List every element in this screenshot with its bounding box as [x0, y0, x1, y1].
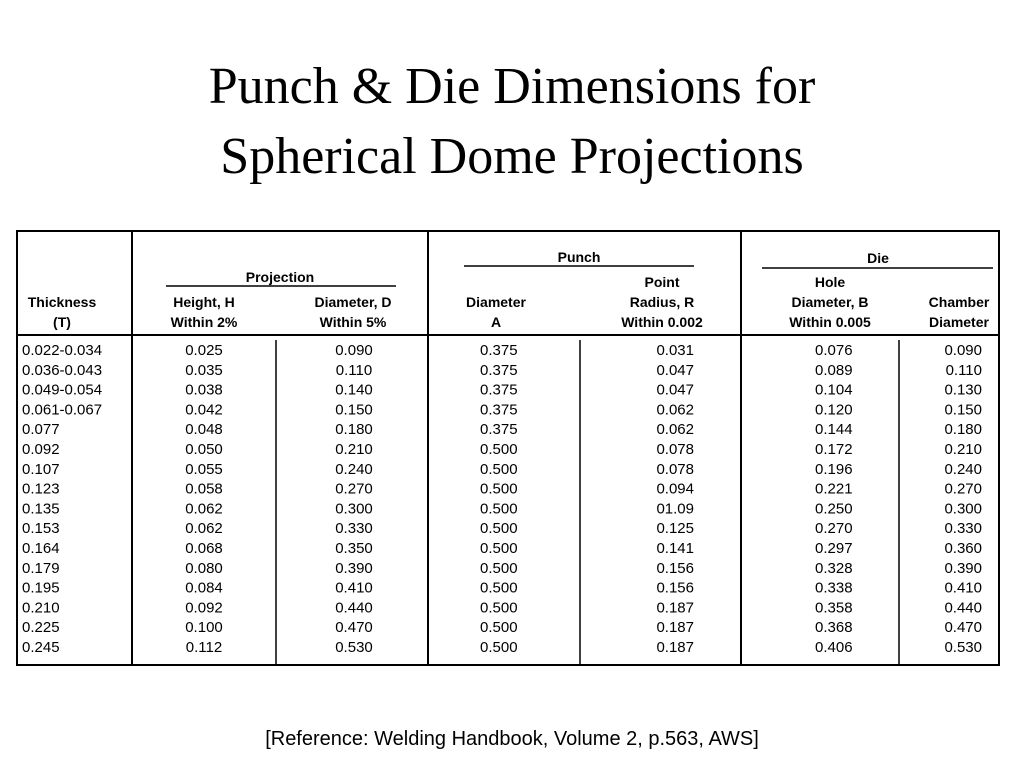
cell-punch-diameter: 0.500 [480, 639, 518, 656]
cell-punch-diameter: 0.500 [480, 619, 518, 637]
column-header-hole-diameter: Diameter, B [791, 294, 869, 310]
table-body [22, 342, 982, 656]
cell-thickness: 0.153 [22, 520, 60, 538]
cell-hole-diameter: 0.297 [815, 540, 853, 557]
reference-note: [Reference: Welding Handbook, Volume 2, p.563, AWS] [265, 728, 759, 750]
cell-chamber-diameter: 0.090 [944, 342, 982, 359]
cell-chamber-diameter: 0.150 [944, 401, 982, 419]
cell-thickness: 0.210 [22, 599, 60, 617]
cell-height: 0.112 [185, 639, 223, 656]
cell-thickness: 0.123 [22, 480, 60, 498]
column-header-thickness: (T) [53, 314, 71, 330]
table-row [22, 362, 982, 379]
cell-point-radius: 0.141 [656, 540, 694, 557]
dimensions-table-graphic [18, 232, 998, 664]
column-header-punch-diameter: Diameter [466, 294, 526, 310]
column-header-chamber-diameter: Diameter [929, 314, 989, 330]
cell-hole-diameter: 0.120 [815, 401, 853, 419]
cell-point-radius: 01.09 [656, 500, 694, 518]
table-row [22, 580, 982, 597]
cell-thickness: 0.245 [22, 639, 60, 656]
cell-chamber-diameter: 0.210 [944, 441, 982, 458]
cell-hole-diameter: 0.221 [815, 480, 853, 498]
cell-point-radius: 0.156 [656, 579, 694, 597]
cell-chamber-diameter: 0.180 [944, 421, 982, 439]
cell-chamber-diameter: 0.330 [944, 520, 982, 538]
cell-point-radius: 0.078 [656, 460, 694, 478]
cell-projection-diameter: 0.330 [335, 520, 373, 538]
cell-punch-diameter: 0.500 [480, 540, 518, 557]
cell-projection-diameter: 0.110 [335, 361, 373, 379]
cell-punch-diameter: 0.375 [480, 421, 518, 439]
cell-hole-diameter: 0.270 [815, 520, 853, 538]
cell-punch-diameter: 0.500 [480, 500, 518, 518]
cell-thickness: 0.107 [22, 460, 60, 478]
group-header-punch: Punch [557, 249, 601, 265]
table-row [22, 382, 982, 399]
cell-height: 0.035 [185, 361, 223, 379]
cell-hole-diameter: 0.144 [815, 421, 853, 439]
cell-thickness: 0.195 [22, 579, 60, 597]
cell-height: 0.048 [185, 421, 223, 439]
table-row [22, 441, 982, 458]
cell-hole-diameter: 0.250 [815, 500, 853, 518]
cell-point-radius: 0.047 [656, 361, 694, 379]
cell-hole-diameter: 0.368 [815, 619, 853, 637]
slide-title [0, 52, 1024, 192]
table-row [22, 540, 982, 557]
cell-height: 0.055 [185, 460, 223, 478]
column-header-point-radius: Radius, R [629, 294, 695, 310]
cell-point-radius: 0.078 [656, 441, 694, 458]
cell-hole-diameter: 0.104 [815, 381, 853, 399]
cell-height: 0.038 [185, 381, 223, 399]
cell-punch-diameter: 0.375 [480, 361, 518, 379]
cell-height: 0.050 [185, 441, 223, 458]
cell-projection-diameter: 0.090 [335, 342, 373, 359]
cell-hole-diameter: 0.328 [815, 559, 853, 577]
cell-point-radius: 0.156 [656, 559, 694, 577]
cell-hole-diameter: 0.196 [815, 460, 853, 478]
cell-hole-diameter: 0.172 [815, 441, 853, 458]
cell-height: 0.100 [185, 619, 223, 637]
cell-height: 0.080 [185, 559, 223, 577]
cell-hole-diameter: 0.406 [815, 639, 853, 656]
column-header-punch-diameter: A [490, 314, 502, 330]
cell-chamber-diameter: 0.130 [944, 381, 982, 399]
column-header-height: Within 2% [170, 314, 238, 330]
cell-punch-diameter: 0.500 [480, 579, 518, 597]
cell-projection-diameter: 0.390 [335, 559, 373, 577]
column-header-point-radius: Within 0.002 [621, 314, 703, 330]
dimensions-table [16, 230, 1000, 666]
cell-chamber-diameter: 0.390 [944, 559, 982, 577]
cell-chamber-diameter: 0.300 [944, 500, 982, 518]
cell-hole-diameter: 0.338 [815, 579, 853, 597]
column-header-projection-diameter: Diameter, D [314, 294, 392, 310]
cell-point-radius: 0.187 [656, 619, 694, 637]
column-header-height: Height, H [173, 294, 235, 310]
cell-chamber-diameter: 0.470 [944, 619, 982, 637]
cell-projection-diameter: 0.270 [335, 480, 373, 498]
table-row [22, 461, 982, 478]
table-row [22, 560, 982, 577]
cell-chamber-diameter: 0.530 [944, 639, 982, 656]
cell-hole-diameter: 0.076 [815, 342, 853, 359]
cell-height: 0.068 [185, 540, 223, 557]
cell-hole-diameter: 0.089 [815, 361, 853, 379]
cell-height: 0.062 [185, 500, 223, 518]
cell-thickness: 0.036-0.043 [22, 361, 103, 379]
cell-chamber-diameter: 0.360 [944, 540, 982, 557]
cell-height: 0.025 [185, 342, 223, 359]
cell-punch-diameter: 0.500 [480, 520, 518, 538]
cell-projection-diameter: 0.210 [335, 441, 373, 458]
table-row [22, 500, 982, 517]
cell-point-radius: 0.031 [656, 342, 694, 359]
cell-chamber-diameter: 0.240 [944, 460, 982, 478]
cell-point-radius: 0.187 [656, 639, 694, 656]
cell-point-radius: 0.062 [656, 401, 694, 419]
cell-punch-diameter: 0.500 [480, 559, 518, 577]
cell-projection-diameter: 0.180 [335, 421, 373, 439]
cell-punch-diameter: 0.500 [480, 480, 518, 498]
cell-point-radius: 0.047 [656, 381, 694, 399]
cell-thickness: 0.225 [22, 619, 60, 637]
group-header-projection: Projection [245, 269, 315, 285]
table-row [22, 342, 982, 359]
cell-thickness: 0.164 [22, 540, 60, 557]
cell-punch-diameter: 0.500 [480, 599, 518, 617]
cell-chamber-diameter: 0.270 [944, 480, 982, 498]
cell-projection-diameter: 0.470 [335, 619, 373, 637]
cell-punch-diameter: 0.375 [480, 401, 518, 419]
cell-punch-diameter: 0.375 [480, 381, 518, 399]
cell-punch-diameter: 0.500 [480, 460, 518, 478]
cell-projection-diameter: 0.240 [335, 460, 373, 478]
cell-thickness: 0.022-0.034 [22, 342, 103, 359]
column-header-hole-diameter: Within 0.005 [789, 314, 871, 330]
cell-chamber-diameter: 0.110 [945, 361, 982, 379]
title-line-1: Punch & Die Dimensions for [208, 58, 816, 115]
cell-projection-diameter: 0.300 [335, 500, 373, 518]
table-row [22, 639, 982, 656]
column-header-chamber-diameter: Chamber [928, 294, 990, 310]
cell-projection-diameter: 0.140 [335, 381, 373, 399]
title-line-2: Spherical Dome Projections [220, 128, 804, 185]
table-row [22, 401, 982, 418]
cell-punch-diameter: 0.500 [480, 441, 518, 458]
cell-point-radius: 0.125 [656, 520, 694, 538]
column-header-projection-diameter: Within 5% [319, 314, 387, 330]
table-row [22, 481, 982, 498]
cell-height: 0.092 [185, 599, 223, 617]
cell-point-radius: 0.187 [656, 599, 694, 617]
table-row [22, 599, 982, 616]
cell-height: 0.062 [185, 520, 223, 538]
cell-height: 0.084 [185, 579, 223, 597]
cell-point-radius: 0.094 [656, 480, 694, 498]
table-row [22, 421, 982, 438]
cell-thickness: 0.049-0.054 [22, 381, 103, 399]
column-header-hole-diameter: Hole [814, 274, 846, 290]
table-row [22, 520, 982, 537]
cell-height: 0.058 [185, 480, 223, 498]
cell-projection-diameter: 0.350 [335, 540, 373, 557]
group-header-die: Die [867, 250, 889, 266]
column-header-point-radius: Point [644, 274, 680, 290]
cell-thickness: 0.179 [22, 559, 60, 577]
cell-projection-diameter: 0.410 [335, 579, 373, 597]
cell-hole-diameter: 0.358 [815, 599, 853, 617]
cell-point-radius: 0.062 [656, 421, 694, 439]
cell-height: 0.042 [185, 401, 223, 419]
table-header [28, 249, 990, 330]
column-header-thickness: Thickness [27, 294, 97, 310]
cell-projection-diameter: 0.530 [335, 639, 373, 656]
cell-thickness: 0.061-0.067 [22, 401, 103, 419]
cell-thickness: 0.135 [22, 500, 60, 518]
table-row [22, 619, 982, 636]
cell-thickness: 0.077 [22, 421, 60, 439]
cell-chamber-diameter: 0.440 [944, 599, 982, 617]
cell-punch-diameter: 0.375 [480, 342, 518, 359]
cell-projection-diameter: 0.150 [335, 401, 373, 419]
cell-chamber-diameter: 0.410 [944, 579, 982, 597]
cell-projection-diameter: 0.440 [335, 599, 373, 617]
cell-thickness: 0.092 [22, 441, 60, 458]
